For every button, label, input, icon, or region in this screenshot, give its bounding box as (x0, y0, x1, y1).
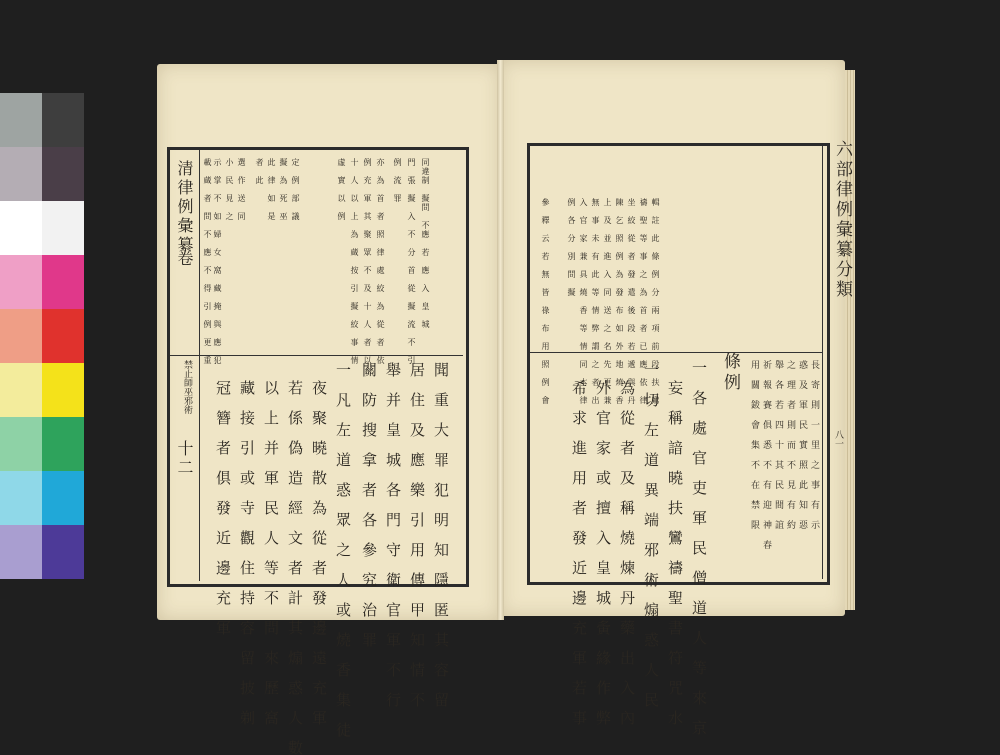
left-commentary-a-3: 例 流 罪 (393, 158, 402, 203)
right-margin-folio: 八一 (833, 430, 843, 448)
left-commentary-c-4: 載 蔵 者 問 不 應 不 得 引 例 更 重 (203, 158, 212, 365)
right-main-2: 妄 稱 諳 曉 扶 鸞 禱 聖 書 符 咒 水 (666, 380, 684, 725)
color-swatch (42, 147, 84, 201)
color-swatch (42, 309, 84, 363)
left-main-b-3: 舉 并 皇 城 各 門 守 衛 官 軍 不 行 (384, 362, 402, 707)
right-margin-rule (822, 146, 823, 579)
left-margin-title: 清律例彙纂 (175, 160, 194, 255)
left-commentary-c-3: 示 掌 不 如 婦 女 窩 藏 掩 與 應 犯 (213, 158, 222, 365)
right-commentary-3: 坐 絞 從 者 發 遣 後 段 若 遞 與 丹 (627, 198, 636, 405)
right-main-4: 為 從 者 及 稱 燒 煉 丹 藥 出 入 內 (618, 380, 636, 725)
color-swatch (42, 363, 84, 417)
color-swatch (0, 147, 42, 201)
left-main-3: 若 係 偽 造 經 文 者 計 其 煽 惑 人 數 (286, 380, 304, 755)
left-main-b-1: 聞 重 大 罪 犯 明 知 隱 匿 其 容 留 (432, 362, 450, 707)
left-commentary-b-3: 十 人 以 上 為 蔵 按 引 擬 絞 事 情 (350, 158, 359, 365)
left-margin-folio: 十二 (175, 440, 194, 478)
left-commentary-b-4: 虛 實 以 例 (337, 158, 346, 221)
right-upper-divider (530, 352, 822, 353)
left-commentary-a-1: 同違制 擬問 不應 若 應 入 皇 城 (421, 158, 430, 329)
right-commentary-7: 入 官 家 兼 具 燒 香 等 情 同 本 律 (579, 198, 588, 405)
right-commentary-6: 無 事 未 有 此 等 情 弊 謂 之 者 出 (591, 198, 600, 405)
color-swatch (0, 363, 42, 417)
color-swatch (42, 417, 84, 471)
color-swatch (0, 93, 42, 147)
right-main-6: 希 求 進 用 者 發 近 邊 充 軍 若 事 (570, 380, 588, 725)
left-margin-rule (199, 150, 200, 581)
color-swatch (0, 201, 42, 255)
right-commentary-4: 陳 乞 照 例 為 發 布 如 外 地 燒 香 (615, 198, 624, 405)
right-commentary-1: 輯 註 此 條 例 分 兩 項 前 段 扶 鸞 (651, 198, 660, 405)
right-margin-title: 六部律例彙纂分類 (832, 140, 852, 300)
right-side-note-1: 長 寄 則 一 里 之 事 有 示 (809, 360, 819, 530)
right-main-3: 一 切 左 道 異 端 邪 術 煽 惑 人 民 (642, 362, 660, 707)
color-swatch (0, 255, 42, 309)
color-swatch (0, 309, 42, 363)
right-side-note-6: 用 關 鈸 會 集 不 在 禁 限 (749, 360, 759, 530)
right-main-5: 外 官 家 或 擅 入 皇 城 夤 緣 作 弊 (594, 380, 612, 725)
left-commentary-d-3: 此 律 如 是 (267, 158, 276, 221)
left-main-4: 以 上 并 軍 民 人 等 不 問 來 歷 窩 (262, 380, 280, 725)
left-main-6: 冠 簪 者 俱 發 近 邊 充 軍 (214, 380, 232, 635)
right-commentary-5: 上 及 並 進 入 同 送 之 名 先 更 兼 (603, 198, 612, 405)
left-commentary-a-2: 門 張 擬 入 不 分 首 從 擬 流 不 引 (407, 158, 416, 365)
color-swatch (42, 201, 84, 255)
left-margin-volume: 卷 (175, 250, 194, 269)
left-commentary-d-4: 者 此 (255, 158, 264, 185)
color-swatch (0, 525, 42, 579)
left-commentary-c-2: 小 民 見 之 (225, 158, 234, 221)
right-side-note-3: 之 理 者 則 而 不 見 有 約 (785, 360, 795, 530)
left-main-b-2: 居 住 及 應 樂 引 用 傳 甲 知 情 不 (408, 362, 426, 707)
right-side-note-5: 祈 報 賽 俱 悉 不 有 迎 神 春 (761, 360, 771, 550)
right-main-1: 一 各 處 官 吏 軍 民 僧 道 人 等 來 京 (690, 360, 708, 735)
color-swatch (0, 471, 42, 525)
left-commentary-c-1: 選 作 送 同 (237, 158, 246, 221)
left-margin-chapter: 禁止師巫邪術 (182, 360, 192, 414)
left-main-b-4: 關 防 搜 拿 者 各 參 究 治 罪 (360, 362, 378, 647)
color-swatch (42, 471, 84, 525)
color-swatch (42, 525, 84, 579)
left-main-5: 藏 接 引 或 寺 觀 住 持 容 留 披 剃 (238, 380, 256, 725)
right-side-note-4: 舉 各 若 四 十 其 民 間 誼 (773, 360, 783, 530)
right-commentary-8: 例 各 分 別 問 擬 (567, 198, 576, 297)
left-commentary-d-2: 擬 為 死 巫 (279, 158, 288, 221)
right-section-heading: 條例 (720, 352, 740, 394)
book-spine (497, 60, 504, 620)
right-side-note-2: 惑 及 軍 民 實 照 此 知 惡 (797, 360, 807, 530)
left-commentary-b-1: 亦 為 首 者 照 律 處 絞 為 從 者 依 (376, 158, 385, 365)
color-swatch (0, 417, 42, 471)
left-main-1: 一 凡 左 道 惑 眾 之 人 或 燒 香 集 徒 (334, 362, 352, 737)
left-main-2: 夜 聚 曉 散 為 從 者 發 邊 遠 充 軍 (310, 380, 328, 725)
color-calibration-strip (0, 93, 84, 581)
left-commentary-b-2: 例 充 軍 其 聚 眾 不 及 十 人 者 以 (363, 158, 372, 365)
right-commentary-2: 禱 聖 等 事 之 為 首 者 已 應 依 律 (639, 198, 648, 405)
left-commentary-d-1: 定 例 部 議 (291, 158, 300, 221)
right-commentary-9: 參 釋 云 若 無 皆 祿 布 用 照 例 會 (541, 198, 550, 405)
color-swatch (42, 255, 84, 309)
color-swatch (42, 93, 84, 147)
